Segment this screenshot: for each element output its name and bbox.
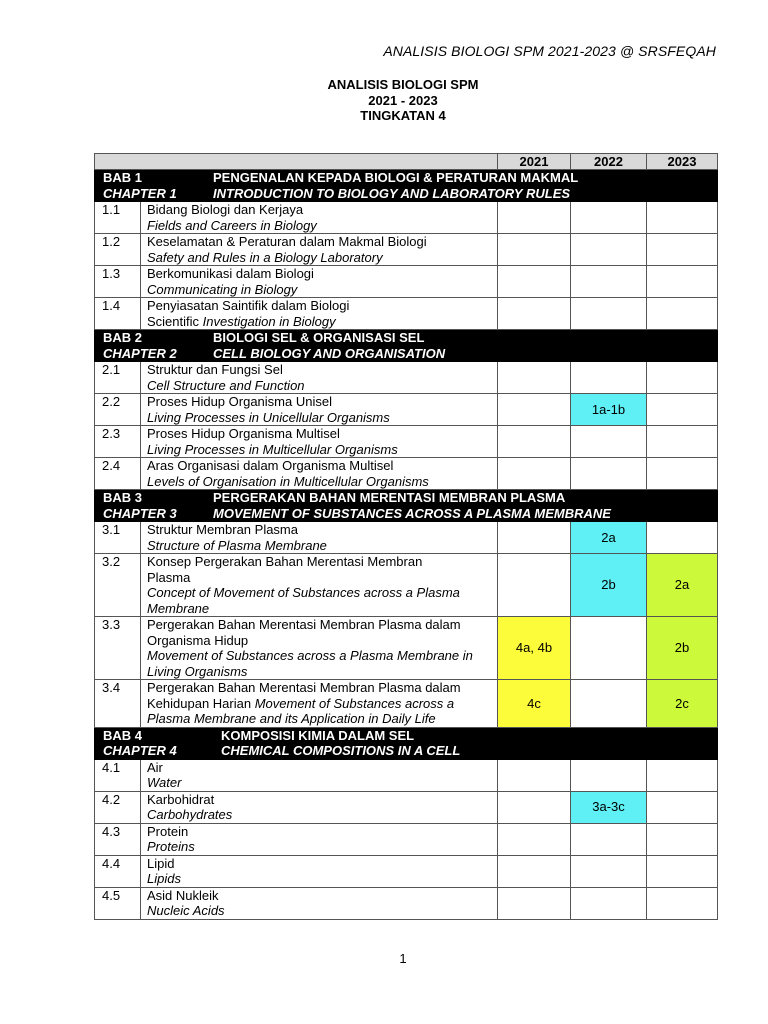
chapter-title-ms: PENGENALAN KEPADA BIOLOGI & PERATURAN MAKMAL (213, 170, 579, 185)
topic-description (141, 426, 498, 458)
title-line-3: TINGKATAN 4 (360, 108, 446, 123)
topic-title-ms: Lipid (147, 855, 175, 871)
topic-number: 2.1 (95, 362, 141, 394)
topic-number: 4.5 (95, 887, 141, 919)
topic-number: 3.3 (95, 617, 141, 680)
topic-description (141, 855, 498, 887)
running-header: ANALISIS BIOLOGI SPM 2021-2023 @ SRSFEQAH (383, 43, 716, 59)
topic-description (141, 823, 498, 855)
topic-title-ms: Aras Organisasi dalam Organisma Multisel (147, 458, 394, 473)
cell-2023 (647, 234, 718, 266)
cell-2022 (571, 458, 647, 490)
chapter-row-3 (95, 490, 718, 522)
topic-title-ms: Proses Hidup Organisma Multisel (147, 426, 340, 441)
topic-title-en: Living Processes in Multicellular Organisms (147, 441, 398, 457)
cell-2022 (571, 202, 647, 234)
topic-title-en: Proteins (147, 839, 195, 854)
topic-title-en: Investigation in Biology (202, 313, 336, 329)
topic-title-en: Concept of Movement of Substances across a Plasma Membrane (147, 585, 460, 616)
topic-row-1-1 (95, 202, 718, 234)
chapter-title-en: CELL BIOLOGY AND ORGANISATION (213, 345, 446, 361)
cell-2023 (647, 791, 718, 823)
title-block (0, 77, 768, 124)
year-header-2023: 2023 (647, 154, 718, 170)
topic-row-3-2 (95, 554, 718, 617)
chapter-number-label: CHAPTER 1 (103, 185, 177, 201)
cell-2021 (498, 522, 571, 554)
topic-title-en: Nucleic Acids (147, 903, 225, 918)
chapter-number-label: CHAPTER 4 (103, 743, 177, 758)
topic-title-ms: Konsep Pergerakan Bahan Merentasi Membran Plasma (147, 554, 423, 585)
cell-2022-highlighted: 2a (571, 522, 647, 554)
cell-2022 (571, 266, 647, 298)
topic-row-4-2 (95, 791, 718, 823)
chapter-bar-1 (95, 170, 718, 202)
topic-number: 4.2 (95, 791, 141, 823)
topic-row-4-5 (95, 887, 718, 919)
topic-description (141, 680, 498, 728)
topic-description (141, 887, 498, 919)
cell-2021 (498, 394, 571, 426)
topic-row-2-3 (95, 426, 718, 458)
topic-title-ms: Air (147, 759, 163, 775)
topic-title-ms: Protein (147, 823, 189, 839)
cell-2022-highlighted: 3a-3c (571, 791, 647, 823)
chapter-title-en: CHEMICAL COMPOSITIONS IN A CELL (221, 743, 461, 758)
cell-2021 (498, 759, 571, 791)
topic-description (141, 362, 498, 394)
cell-2021 (498, 458, 571, 490)
title-line-2: 2021 - 2023 (368, 92, 438, 108)
chapter-bab-label: BAB 3 (103, 490, 143, 505)
cell-2023 (647, 202, 718, 234)
topic-description (141, 554, 498, 617)
cell-2023 (647, 458, 718, 490)
topic-description (141, 266, 498, 298)
topic-title-ms: Pergerakan Bahan Merentasi Membran Plasma dalam Kehidupan Harian (147, 680, 461, 711)
topic-title-ms: Proses Hidup Organisma Unisel (147, 394, 332, 409)
cell-2023 (647, 855, 718, 887)
cell-2023 (647, 522, 718, 554)
cell-2022 (571, 887, 647, 919)
cell-2021-highlighted: 4c (498, 680, 571, 728)
topic-row-1-2 (95, 234, 718, 266)
chapter-bab-label: BAB 4 (103, 727, 143, 743)
chapter-bar-2 (95, 330, 718, 362)
topic-row-1-4 (95, 298, 718, 330)
topic-number: 2.3 (95, 426, 141, 458)
chapter-row-1 (95, 170, 718, 202)
topic-number: 2.2 (95, 394, 141, 426)
year-header-2022: 2022 (571, 154, 647, 170)
topic-title-ms: Berkomunikasi dalam Biologi (147, 266, 314, 281)
cell-2021 (498, 426, 571, 458)
year-header-2021: 2021 (498, 154, 571, 170)
chapter-title-en: INTRODUCTION TO BIOLOGY AND LABORATORY RULES (213, 185, 571, 201)
cell-2023-highlighted: 2c (647, 680, 718, 728)
topic-number: 1.1 (95, 202, 141, 234)
topic-row-3-4 (95, 680, 718, 728)
topic-description (141, 522, 498, 554)
cell-2022-highlighted: 1a-1b (571, 394, 647, 426)
topic-title-ms: Struktur dan Fungsi Sel (147, 362, 283, 377)
topic-description (141, 298, 498, 330)
topic-description (141, 458, 498, 490)
cell-2023 (647, 298, 718, 330)
topic-row-4-4 (95, 855, 718, 887)
chapter-title-en: MOVEMENT OF SUBSTANCES ACROSS A PLASMA MEMBRANE (213, 505, 611, 521)
cell-2023 (647, 823, 718, 855)
topic-description (141, 617, 498, 680)
topic-title-en: Structure of Plasma Membrane (147, 537, 327, 553)
topic-description (141, 791, 498, 823)
cell-2021 (498, 554, 571, 617)
chapter-row-4 (95, 727, 718, 759)
cell-2022 (571, 234, 647, 266)
cell-2023 (647, 266, 718, 298)
topic-description (141, 234, 498, 266)
topic-row-2-1 (95, 362, 718, 394)
cell-2022 (571, 362, 647, 394)
topic-number: 1.3 (95, 266, 141, 298)
chapter-row-2 (95, 330, 718, 362)
topic-number: 3.1 (95, 522, 141, 554)
topic-title-ms: Keselamatan & Peraturan dalam Makmal Biologi (147, 234, 427, 249)
chapter-bab-label: BAB 2 (103, 330, 143, 345)
cell-2021 (498, 887, 571, 919)
topic-row-2-4 (95, 458, 718, 490)
table-header-row (95, 154, 718, 170)
cell-2021 (498, 823, 571, 855)
chapter-bab-label: BAB 1 (103, 170, 143, 185)
topic-description (141, 759, 498, 791)
cell-2023-highlighted: 2b (647, 617, 718, 680)
topic-title-en: Safety and Rules in a Biology Laboratory (147, 249, 383, 265)
cell-2021-highlighted: 4a, 4b (498, 617, 571, 680)
topic-number: 4.4 (95, 855, 141, 887)
topic-title-ms: Pergerakan Bahan Merentasi Membran Plasma dalam Organisma Hidup (147, 617, 461, 648)
topic-title-ms: Karbohidrat (147, 791, 215, 807)
cell-2022 (571, 617, 647, 680)
topic-row-1-3 (95, 266, 718, 298)
topic-title-en: Living Processes in Unicellular Organisms (147, 409, 390, 425)
topic-title-ms: Struktur Membran Plasma (147, 522, 298, 537)
topic-row-2-2 (95, 394, 718, 426)
cell-2021 (498, 234, 571, 266)
topic-title-en: Cell Structure and Function (147, 377, 305, 393)
topic-title-en: Carbohydrates (147, 807, 233, 822)
topic-title-en: Communicating in Biology (147, 281, 298, 297)
cell-2022 (571, 759, 647, 791)
topic-number: 4.3 (95, 823, 141, 855)
chapter-title-ms: BIOLOGI SEL & ORGANISASI SEL (213, 330, 425, 345)
page-number: 1 (399, 951, 407, 966)
cell-2022 (571, 855, 647, 887)
topic-number: 3.2 (95, 554, 141, 617)
topic-title-en: Levels of Organisation in Multicellular Organisms (147, 473, 429, 489)
chapter-title-ms: PERGERAKAN BAHAN MERENTASI MEMBRAN PLASMA (213, 490, 566, 505)
cell-2021 (498, 266, 571, 298)
title-line-1: ANALISIS BIOLOGI SPM (327, 77, 479, 92)
cell-2023 (647, 362, 718, 394)
cell-2023 (647, 426, 718, 458)
cell-2022-highlighted: 2b (571, 554, 647, 617)
cell-2021 (498, 791, 571, 823)
cell-2021 (498, 362, 571, 394)
cell-2022 (571, 298, 647, 330)
cell-2022 (571, 680, 647, 728)
topic-description (141, 202, 498, 234)
cell-2023 (647, 394, 718, 426)
topic-title-ms: Asid Nukleik (147, 887, 219, 903)
topic-number: 1.2 (95, 234, 141, 266)
chapter-bar-3 (95, 490, 718, 522)
cell-2023 (647, 759, 718, 791)
topic-row-4-1 (95, 759, 718, 791)
topic-title-en: Water (147, 775, 182, 790)
cell-2022 (571, 426, 647, 458)
topic-title-ms: Bidang Biologi dan Kerjaya (147, 202, 304, 217)
topic-number: 4.1 (95, 759, 141, 791)
cell-2023 (647, 887, 718, 919)
topic-title-en-prefix: Scientific (147, 313, 203, 329)
cell-2021 (498, 298, 571, 330)
topic-row-4-3 (95, 823, 718, 855)
topic-title-en: Movement of Substances across a Plasma Membrane in Living Organisms (147, 648, 473, 679)
topic-number: 2.4 (95, 458, 141, 490)
topic-title-en: Lipids (147, 871, 181, 886)
chapter-title-ms: KOMPOSISI KIMIA DALAM SEL (221, 727, 415, 743)
cell-2021 (498, 202, 571, 234)
chapter-number-label: CHAPTER 3 (103, 505, 177, 521)
syllabus-analysis-table (94, 153, 718, 920)
cell-2021 (498, 855, 571, 887)
topic-title-en: Movement of Substances across a Plasma Membrane and its Application in Daily Life (147, 695, 455, 726)
topic-number: 1.4 (95, 298, 141, 330)
topic-title-en: Fields and Careers in Biology (147, 217, 317, 233)
chapter-number-label: CHAPTER 2 (103, 345, 177, 361)
topic-row-3-1 (95, 522, 718, 554)
topic-title-ms: Penyiasatan Saintifik dalam Biologi (147, 298, 350, 313)
header-blank-cell (95, 154, 498, 170)
topic-row-3-3 (95, 617, 718, 680)
topic-number: 3.4 (95, 680, 141, 728)
cell-2023-highlighted: 2a (647, 554, 718, 617)
chapter-bar-4 (95, 727, 718, 759)
cell-2022 (571, 823, 647, 855)
topic-description (141, 394, 498, 426)
